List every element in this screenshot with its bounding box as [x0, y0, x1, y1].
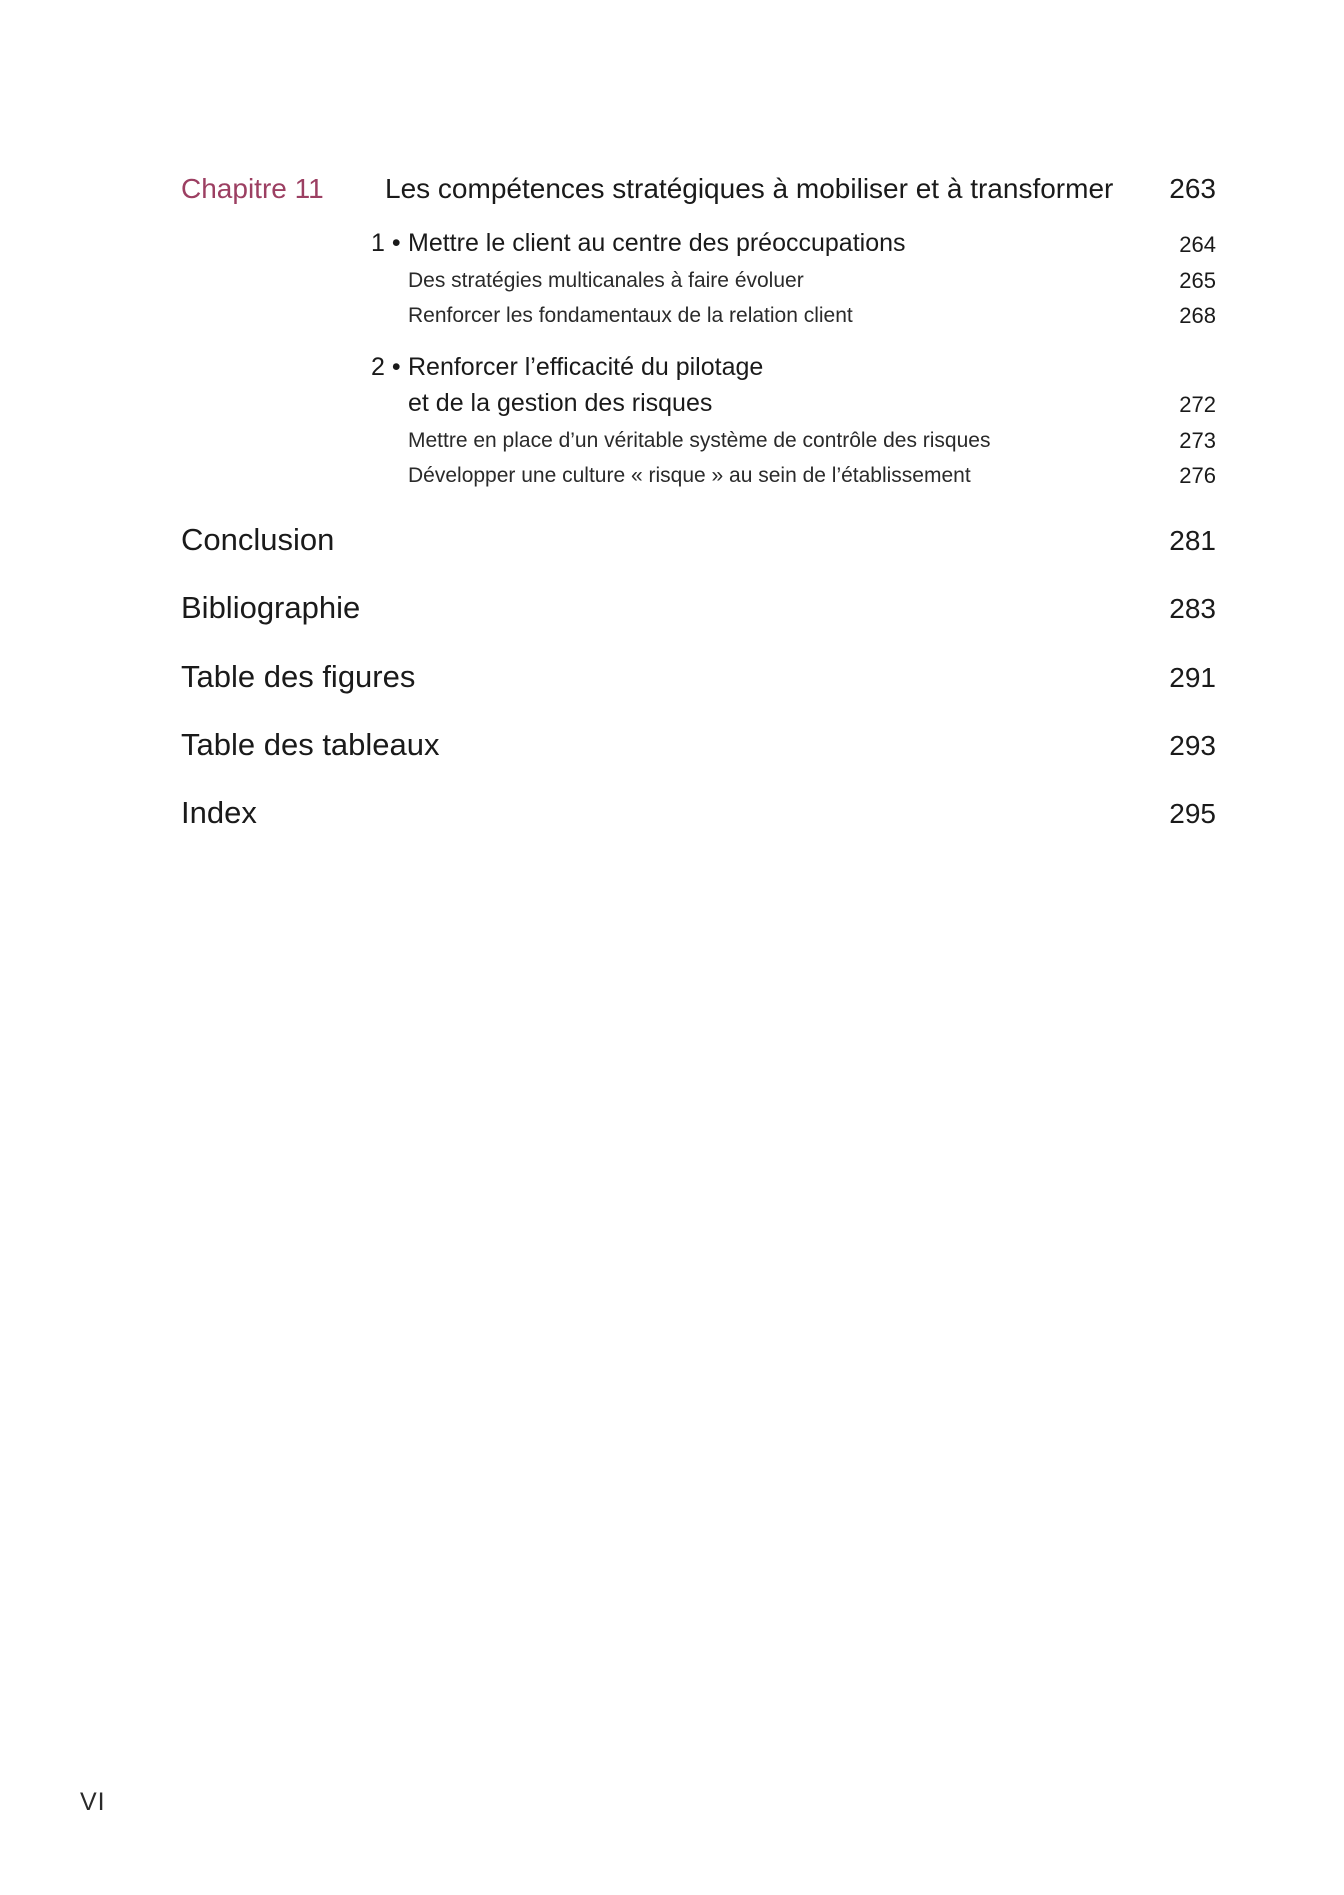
back-matter-figures-page-number: 291: [1169, 662, 1216, 693]
subsection-2-2-title: Développer une culture « risque » au sein de l’établissement: [408, 464, 971, 487]
subsection-2-1-title: Mettre en place d’un véritable système de contrôle des risques: [408, 429, 991, 452]
page-folio: VI: [80, 1788, 106, 1816]
section-title: Mettre le client au centre des préoccupations: [408, 229, 906, 257]
chapter-title: Les compétences stratégiques à mobiliser et à transformer: [385, 173, 1114, 204]
back-matter-figures-title: Table des figures: [181, 659, 416, 694]
chapter-page-number: 263: [1169, 173, 1216, 204]
back-matter-bibliographie-title: Bibliographie: [181, 590, 361, 625]
subsection-2-1-page-number: 273: [1179, 428, 1216, 453]
subsection-1-2-title: Renforcer les fondamentaux de la relation client: [408, 304, 853, 327]
subsection-1-1-page-number: 265: [1179, 268, 1216, 293]
section-number: 1 •: [371, 229, 401, 257]
section-title-line-2: et de la gestion des risques: [408, 389, 713, 417]
section-2-page-number: 272: [1179, 392, 1216, 417]
back-matter-conclusion-page-number: 281: [1169, 525, 1216, 556]
section-1-entry: [371, 229, 906, 258]
back-matter-bibliographie-page-number: 283: [1169, 593, 1216, 624]
subsection-1-1-title: Des stratégies multicanales à faire évoluer: [408, 269, 804, 292]
subsection-1-2-page-number: 268: [1179, 303, 1216, 328]
subsection-2-2-page-number: 276: [1179, 463, 1216, 488]
section-title-line-1: Renforcer l’efficacité du pilotage: [408, 353, 764, 381]
section-number: 2 •: [371, 353, 401, 381]
back-matter-index-page-number: 295: [1169, 798, 1216, 829]
back-matter-conclusion-title: Conclusion: [181, 522, 335, 557]
section-1-page-number: 264: [1179, 232, 1216, 257]
back-matter-tableaux-page-number: 293: [1169, 730, 1216, 761]
back-matter-tableaux-title: Table des tableaux: [181, 727, 440, 762]
chapter-label: Chapitre 11: [181, 173, 324, 204]
section-2-entry: [371, 353, 763, 382]
back-matter-index-title: Index: [181, 795, 257, 830]
